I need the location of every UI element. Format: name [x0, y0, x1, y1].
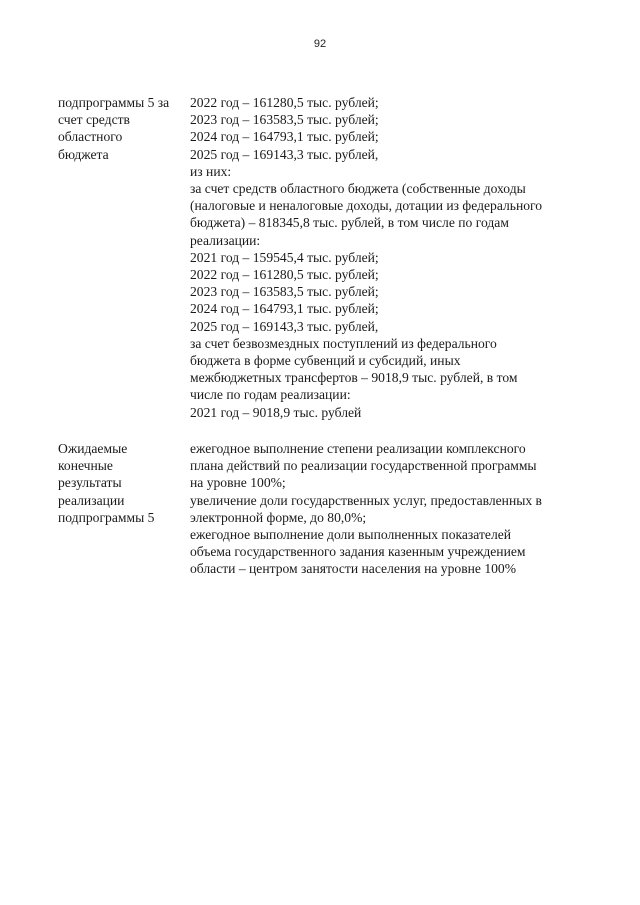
funding-text-line: 2025 год – 169143,3 тыс. рублей,: [190, 146, 379, 162]
funding-text-line: 2023 год – 163583,5 тыс. рублей;: [190, 284, 379, 300]
results-text: [190, 440, 598, 578]
results-text-line: увеличение доли государственных услуг, предоставленных в: [190, 492, 542, 508]
funding-label-line: областного: [58, 129, 123, 145]
funding-text-line: реализации:: [190, 232, 261, 248]
funding-label: [58, 94, 190, 421]
funding-text-line: из них:: [190, 163, 232, 179]
funding-text-line: за счет безвозмездных поступлений из федерального: [190, 335, 497, 351]
funding-text-line: межбюджетных трансфертов – 9018,9 тыс. рублей, в том: [190, 370, 518, 386]
funding-label-line: подпрограммы 5 за: [58, 95, 170, 110]
funding-text-line: бюджета) – 818345,8 тыс. рублей, в том числе по годам: [190, 215, 509, 231]
results-text-line: плана действий по реализации государственной программы: [190, 458, 537, 474]
results-text-line: электронной форме, до 80,0%;: [190, 509, 367, 525]
results-text-line: ежегодное выполнение степени реализации комплексного: [190, 441, 526, 456]
funding-text-line: 2021 год – 159545,4 тыс. рублей;: [190, 249, 379, 265]
results-label-line: Ожидаемые: [58, 441, 128, 456]
funding-text-line: за счет средств областного бюджета (собственные доходы: [190, 181, 526, 197]
funding-text-line: числе по годам реализации:: [190, 387, 351, 403]
results-label-line: реализации: [58, 492, 125, 508]
results-text-line: области – центром занятости населения на уровне 100%: [190, 561, 517, 577]
funding-label-line: бюджета: [58, 146, 109, 162]
results-label: [58, 440, 190, 578]
funding-section: [58, 94, 598, 421]
funding-text-line: 2025 год – 169143,3 тыс. рублей,: [190, 318, 379, 334]
funding-text-line: 2022 год – 161280,5 тыс. рублей;: [190, 267, 379, 283]
results-label-line: подпрограммы 5: [58, 509, 155, 525]
funding-text-line: 2024 год – 164793,1 тыс. рублей;: [190, 129, 379, 145]
results-text-line: объема государственного задания казенным учреждением: [190, 544, 526, 560]
funding-text-line: бюджета в форме субвенций и субсидий, иных: [190, 353, 461, 369]
results-text-line: на уровне 100%;: [190, 475, 286, 491]
funding-text-line: (налоговые и неналоговые доходы, дотации из федерального: [190, 198, 543, 214]
results-label-line: результаты: [58, 475, 122, 491]
results-text-line: ежегодное выполнение доли выполненных показателей: [190, 527, 512, 543]
funding-text-line: 2022 год – 161280,5 тыс. рублей;: [190, 95, 379, 110]
funding-label-line: счет средств: [58, 112, 130, 128]
results-section: [58, 440, 598, 578]
results-label-line: конечные: [58, 458, 113, 474]
funding-text: [190, 94, 598, 421]
funding-text-line: 2024 год – 164793,1 тыс. рублей;: [190, 301, 379, 317]
funding-text-line: 2021 год – 9018,9 тыс. рублей: [190, 404, 362, 420]
funding-text-line: 2023 год – 163583,5 тыс. рублей;: [190, 112, 379, 128]
page-number: 92: [313, 38, 327, 50]
